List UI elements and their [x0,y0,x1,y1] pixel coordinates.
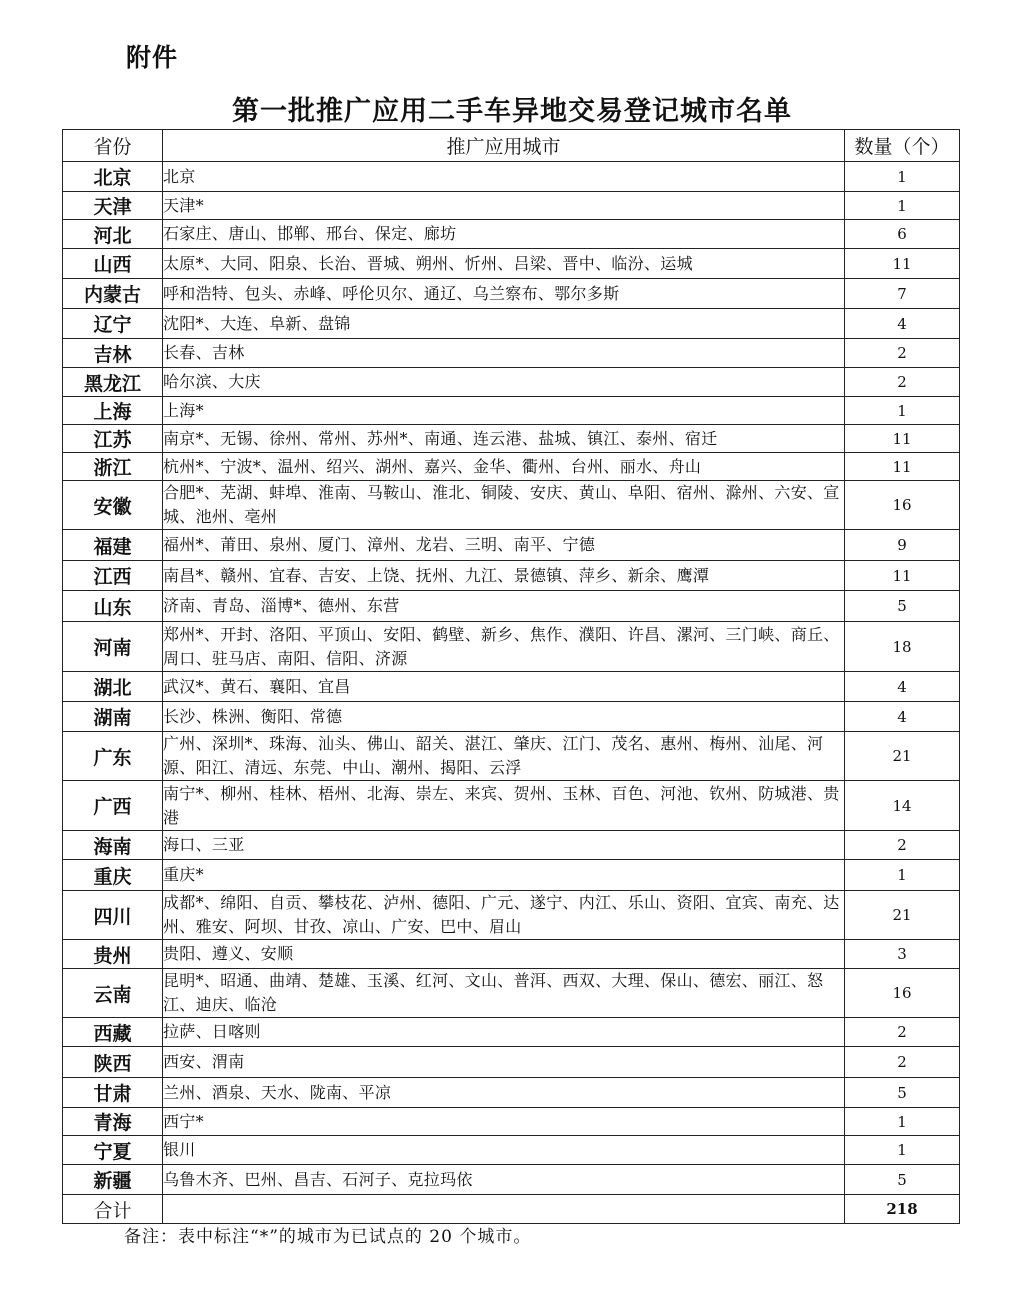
table-row [63,339,960,368]
province-cell: 天津 [63,192,163,220]
cities-cell: 沈阳*、大连、阜新、盘锦 [163,309,845,339]
table-row [63,591,960,622]
table-row [63,249,960,279]
column-header-cities: 推广应用城市 [163,130,845,162]
footnote: 备注：表中标注“*”的城市为已试点的 20 个城市。 [124,1227,532,1247]
count-cell: 18 [845,622,960,672]
table-row [63,453,960,481]
page-title: 第一批推广应用二手车异地交易登记城市名单 [232,96,792,127]
count-cell: 1 [845,860,960,891]
cities-cell: 广州、深圳*、珠海、汕头、佛山、韶关、湛江、肇庆、江门、茂名、惠州、梅州、汕尾、河源、阳江、清远、东莞、中山、潮州、揭阳、云浮 [163,732,845,781]
cities-cell: 杭州*、宁波*、温州、绍兴、湖州、嘉兴、金华、衢州、台州、丽水、舟山 [163,453,845,481]
count-cell: 2 [845,1018,960,1047]
cities-cell: 上海* [163,397,845,425]
count-cell: 1 [845,162,960,192]
table-row [63,1165,960,1195]
cities-cell: 拉萨、日喀则 [163,1018,845,1047]
province-cell: 河南 [63,622,163,672]
cities-cell: 长沙、株洲、衡阳、常德 [163,702,845,732]
table-row [63,622,960,672]
count-cell: 4 [845,702,960,732]
count-cell: 11 [845,425,960,453]
table-row [63,1108,960,1136]
province-cell: 河北 [63,220,163,249]
cities-cell: 南宁*、柳州、桂林、梧州、北海、崇左、来宾、贺州、玉林、百色、河池、钦州、防城港、贵港 [163,781,845,831]
cities-cell: 昆明*、昭通、曲靖、楚雄、玉溪、红河、文山、普洱、西双、大理、保山、德宏、丽江、怒江、迪庆、临沧 [163,969,845,1018]
cities-cell: 郑州*、开封、洛阳、平顶山、安阳、鹤壁、新乡、焦作、濮阳、许昌、漯河、三门峡、商丘、周口、驻马店、南阳、信阳、济源 [163,622,845,672]
cities-cell: 西宁* [163,1108,845,1136]
province-cell: 西藏 [63,1018,163,1047]
table-row [63,162,960,192]
count-cell: 7 [845,279,960,309]
count-cell: 2 [845,368,960,397]
table-row [63,781,960,831]
province-cell: 江苏 [63,425,163,453]
count-cell: 4 [845,672,960,702]
province-cell: 浙江 [63,453,163,481]
cities-cell: 济南、青岛、淄博*、德州、东营 [163,591,845,622]
table-row [63,368,960,397]
table-row [63,732,960,781]
cities-cell: 哈尔滨、大庆 [163,368,845,397]
cities-cell: 石家庄、唐山、邯郸、邢台、保定、廊坊 [163,220,845,249]
table-row [63,672,960,702]
table-header-row [63,130,960,162]
city-list-table [62,129,960,1224]
province-cell: 黑龙江 [63,368,163,397]
province-cell: 江西 [63,561,163,591]
province-cell: 辽宁 [63,309,163,339]
total-row [63,1195,960,1224]
table-row [63,891,960,940]
province-cell: 吉林 [63,339,163,368]
count-cell: 14 [845,781,960,831]
province-cell: 海南 [63,831,163,860]
cities-cell: 兰州、酒泉、天水、陇南、平凉 [163,1078,845,1108]
count-cell: 4 [845,309,960,339]
count-cell: 5 [845,591,960,622]
table-row [63,279,960,309]
province-cell: 宁夏 [63,1136,163,1165]
cities-cell: 呼和浩特、包头、赤峰、呼伦贝尔、通辽、乌兰察布、鄂尔多斯 [163,279,845,309]
province-cell: 贵州 [63,940,163,969]
province-cell: 内蒙古 [63,279,163,309]
cities-cell: 福州*、莆田、泉州、厦门、漳州、龙岩、三明、南平、宁德 [163,530,845,561]
cities-cell: 海口、三亚 [163,831,845,860]
cities-cell: 南京*、无锡、徐州、常州、苏州*、南通、连云港、盐城、镇江、泰州、宿迁 [163,425,845,453]
province-cell: 四川 [63,891,163,940]
count-cell: 1 [845,1108,960,1136]
count-cell: 16 [845,481,960,530]
count-cell: 11 [845,561,960,591]
table-row [63,481,960,530]
province-cell: 甘肃 [63,1078,163,1108]
cities-cell: 长春、吉林 [163,339,845,368]
table-row [63,220,960,249]
table-row [63,1078,960,1108]
table-row [63,831,960,860]
count-cell: 11 [845,249,960,279]
total-empty-cell [163,1195,845,1224]
province-cell: 山西 [63,249,163,279]
province-cell: 湖北 [63,672,163,702]
attachment-label: 附件 [126,43,179,72]
count-cell: 21 [845,732,960,781]
count-cell: 9 [845,530,960,561]
province-cell: 安徽 [63,481,163,530]
table-row [63,1136,960,1165]
cities-cell: 乌鲁木齐、巴州、昌吉、石河子、克拉玛依 [163,1165,845,1195]
province-cell: 新疆 [63,1165,163,1195]
count-cell: 5 [845,1078,960,1108]
table-row [63,969,960,1018]
province-cell: 福建 [63,530,163,561]
table-row [63,192,960,220]
count-cell: 21 [845,891,960,940]
table-row [63,561,960,591]
cities-cell: 重庆* [163,860,845,891]
table-row [63,702,960,732]
count-cell: 11 [845,453,960,481]
province-cell: 云南 [63,969,163,1018]
table-row [63,1018,960,1047]
cities-cell: 银川 [163,1136,845,1165]
cities-cell: 天津* [163,192,845,220]
column-header-count: 数量（个） [845,130,960,162]
table-row [63,1047,960,1078]
cities-cell: 武汉*、黄石、襄阳、宜昌 [163,672,845,702]
province-cell: 北京 [63,162,163,192]
count-cell: 2 [845,339,960,368]
cities-cell: 太原*、大同、阳泉、长治、晋城、朔州、忻州、吕梁、晋中、临汾、运城 [163,249,845,279]
table-row [63,397,960,425]
province-cell: 青海 [63,1108,163,1136]
province-cell: 陕西 [63,1047,163,1078]
column-header-province: 省份 [63,130,163,162]
province-cell: 重庆 [63,860,163,891]
count-cell: 2 [845,1047,960,1078]
total-label: 合计 [63,1195,163,1224]
province-cell: 广西 [63,781,163,831]
count-cell: 1 [845,397,960,425]
province-cell: 上海 [63,397,163,425]
count-cell: 16 [845,969,960,1018]
count-cell: 3 [845,940,960,969]
cities-cell: 南昌*、赣州、宜春、吉安、上饶、抚州、九江、景德镇、萍乡、新余、鹰潭 [163,561,845,591]
count-cell: 5 [845,1165,960,1195]
province-cell: 广东 [63,732,163,781]
cities-cell: 贵阳、遵义、安顺 [163,940,845,969]
count-cell: 2 [845,831,960,860]
cities-cell: 北京 [163,162,845,192]
province-cell: 山东 [63,591,163,622]
count-cell: 1 [845,192,960,220]
cities-cell: 西安、渭南 [163,1047,845,1078]
cities-cell: 成都*、绵阳、自贡、攀枝花、泸州、德阳、广元、遂宁、内江、乐山、资阳、宜宾、南充、达州、雅安、阿坝、甘孜、凉山、广安、巴中、眉山 [163,891,845,940]
count-cell: 6 [845,220,960,249]
table-row [63,940,960,969]
table-row [63,309,960,339]
count-cell: 1 [845,1136,960,1165]
province-cell: 湖南 [63,702,163,732]
table-row [63,425,960,453]
table-row [63,530,960,561]
table-row [63,860,960,891]
cities-cell: 合肥*、芜湖、蚌埠、淮南、马鞍山、淮北、铜陵、安庆、黄山、阜阳、宿州、滁州、六安、宣城、池州、亳州 [163,481,845,530]
total-value: 218 [845,1195,960,1224]
